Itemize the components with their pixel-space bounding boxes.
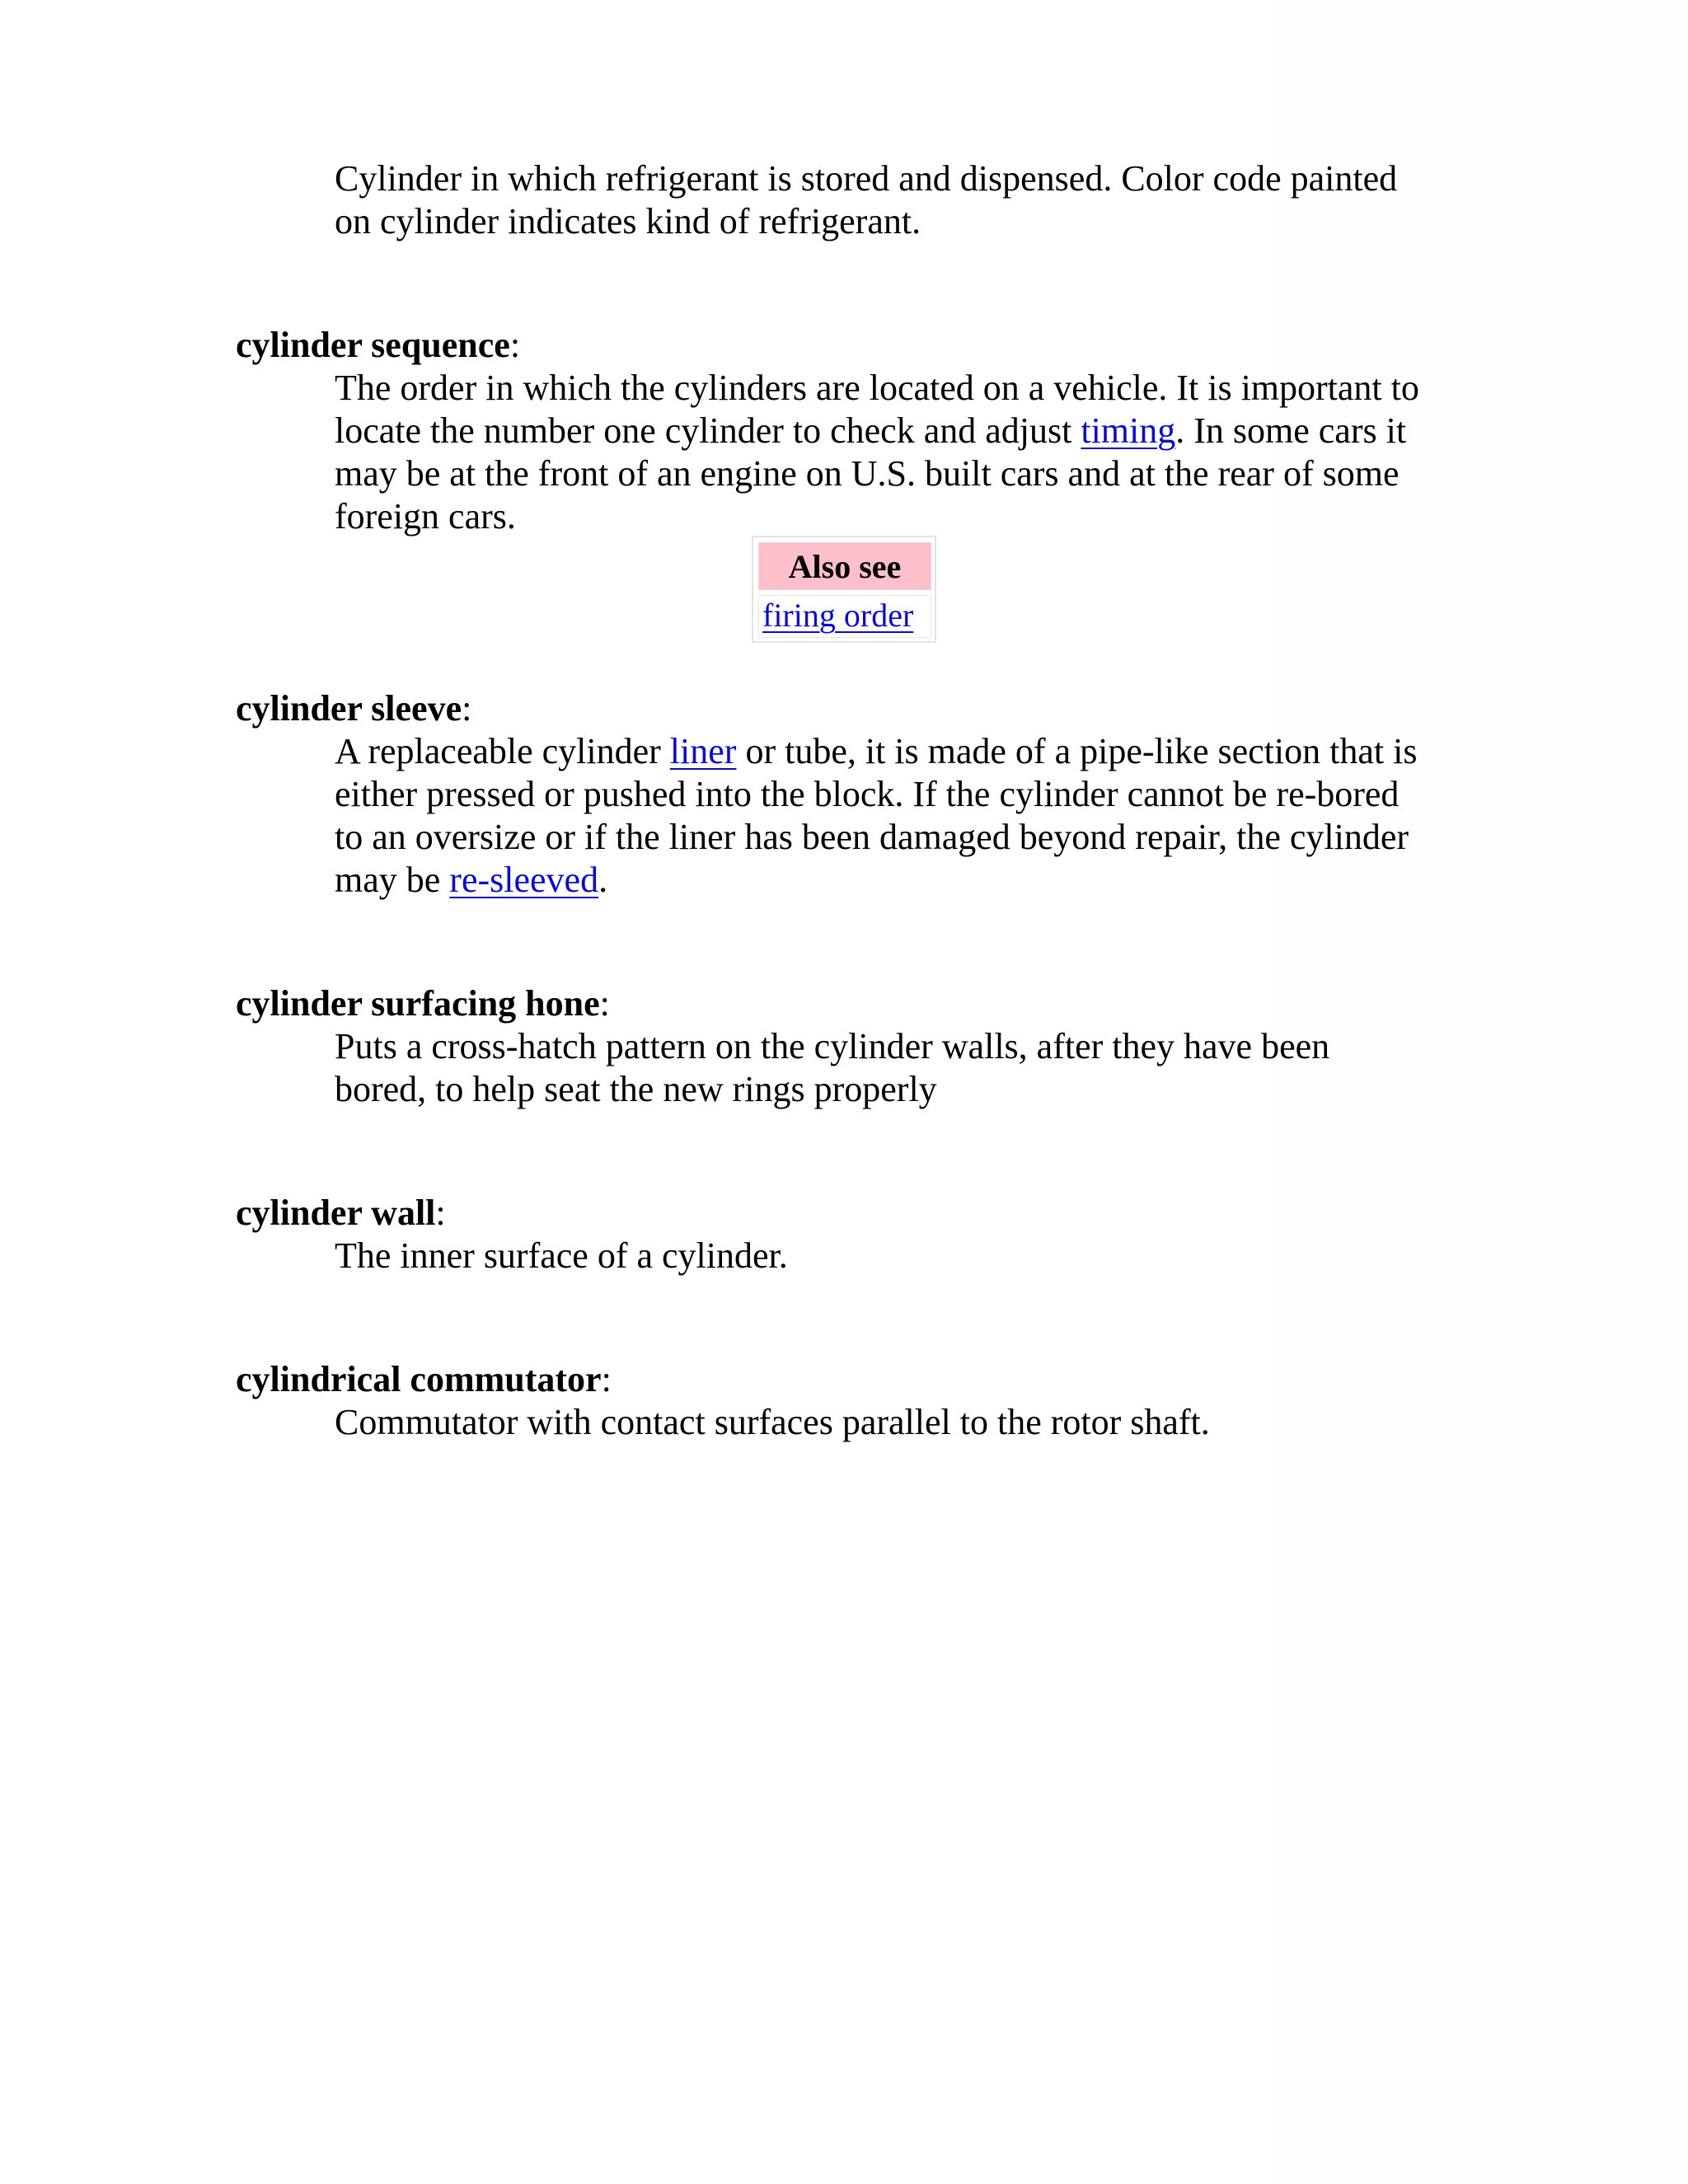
definition-line: to an oversize or if the liner has been damaged beyond repair, the cylinder: [335, 817, 1409, 857]
definition-line: [335, 859, 1468, 902]
timing-link[interactable]: timing: [1081, 410, 1176, 451]
definition-line: either pressed or pushed into the block. If the cylinder cannot be re-bored: [335, 774, 1400, 814]
term-label: cylinder surfacing hone: [236, 983, 600, 1024]
term-colon: :: [435, 1193, 446, 1233]
definition-text: may be: [335, 860, 450, 900]
definition-cylinder-surfacing-hone: [335, 1025, 1468, 1111]
term-label: cylinder wall: [236, 1193, 436, 1233]
definition-line: The order in which the cylinders are located on a vehicle. It is important to: [335, 368, 1419, 408]
firing-order-link[interactable]: firing order: [762, 597, 914, 634]
definition-text: .: [598, 860, 608, 900]
term-colon: :: [462, 688, 472, 729]
definition-line: The inner surface of a cylinder.: [335, 1235, 788, 1276]
liner-link[interactable]: liner: [669, 731, 737, 771]
also-see-table: [752, 536, 936, 643]
term-label: cylindrical commutator: [236, 1359, 602, 1399]
definition-text: A replaceable cylinder: [335, 731, 670, 771]
definition-cylinder-sequence: [335, 367, 1468, 538]
term-colon: :: [601, 1359, 612, 1399]
term-label: cylinder sequence: [236, 325, 510, 365]
definition-text: locate the number one cylinder to check and adjust: [335, 410, 1081, 451]
definition-line: Cylinder in which refrigerant is stored and dispensed. Color code painted: [335, 158, 1398, 199]
also-see-heading: Also see: [758, 542, 931, 590]
definition-text: or tube, it is made of a pipe-like section that is: [736, 731, 1418, 771]
definition-text: . In some cars it: [1175, 410, 1407, 451]
term-cylindrical-commutator: [236, 1358, 612, 1401]
definition-line: foreign cars.: [335, 496, 516, 537]
definition-line: [335, 410, 1468, 452]
term-cylinder-sleeve: [236, 687, 471, 730]
definition-line: on cylinder indicates kind of refrigerant.: [335, 201, 921, 241]
term-cylinder-surfacing-hone: [236, 982, 610, 1025]
term-colon: :: [509, 325, 521, 365]
term-colon: :: [599, 983, 610, 1024]
also-see-cell: [758, 595, 931, 638]
definition-refrigerant-cylinder: [335, 157, 1468, 243]
re-sleeved-link[interactable]: re-sleeved: [449, 860, 599, 900]
definition-line: Puts a cross-hatch pattern on the cylinder walls, after they have been: [335, 1026, 1330, 1066]
definition-cylinder-sleeve: [335, 730, 1468, 902]
definition-line: bored, to help seat the new rings properly: [335, 1069, 937, 1109]
term-label: cylinder sleeve: [236, 688, 462, 729]
definition-cylinder-wall: [335, 1235, 1468, 1277]
term-cylinder-wall: [236, 1192, 446, 1235]
definition-line: Commutator with contact surfaces parallel to the rotor shaft.: [335, 1402, 1210, 1442]
definition-line: [335, 730, 1468, 773]
definition-cylindrical-commutator: [335, 1401, 1468, 1444]
definition-line: may be at the front of an engine on U.S. built cars and at the rear of some: [335, 453, 1400, 494]
term-cylinder-sequence: [236, 324, 520, 367]
